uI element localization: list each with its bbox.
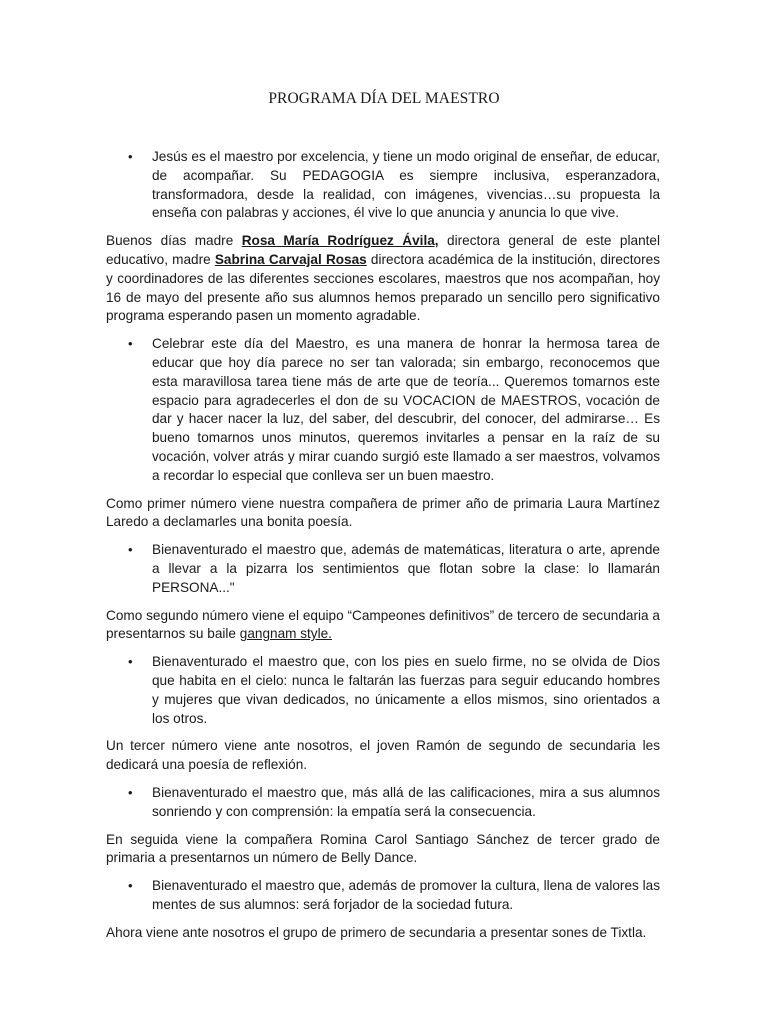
- bullet-text: Bienaventurado el maestro que, además de promover la cultura, llena de valores las mentes de sus alumnos: será forjador de la sociedad futura.: [152, 878, 660, 912]
- bullet-item: [106, 541, 660, 597]
- gangnam-style-link[interactable]: gangnam style.: [239, 626, 332, 642]
- bullet-icon: •: [128, 784, 133, 800]
- bullet-text: Celebrar este día del Maestro, es una manera de honrar la hermosa tarea de educar que hoy día parece no ser tan valorada; sin embargo, reconocemos que esta maravillosa tarea tiene más de arte que de teoría... Queremos tomarnos este espacio para agradecerles el don de su VOCACION de MAESTROS, vocación de dar y hacer nacer la luz, del saber, del descubrir, del conocer, del admirarse… Es bueno tomarnos unos minutos, queremos invitarles a pensar en la raíz de su vocación, volver atrás y mirar cuando surgió este llamado a ser maestros, volvamos a recordar lo especial que conlleva ser un buen maestro.: [152, 336, 660, 483]
- bullet-item: [106, 148, 660, 223]
- bullet-item: [106, 335, 660, 485]
- bullet-text: Jesús es el maestro por excelencia, y tiene un modo original de enseñar, de educar, de acompañar. Su PEDAGOGIA es siempre inclusiva, esperanzadora, transformadora, desde la realidad, con imágenes, vivencias…su propuesta la enseña con palabras y acciones, él vive lo que anuncia y anuncia lo que vive.: [152, 149, 660, 221]
- academic-director-name: Sabrina Carvajal Rosas: [214, 251, 367, 267]
- paragraph-first-number: Como primer número viene nuestra compañera de primer año de primaria Laura Martínez Laredo a declamarles una bonita poesía.: [106, 495, 660, 530]
- bullet-icon: •: [128, 542, 133, 558]
- bullet-text: Bienaventurado el maestro que, más allá de las calificaciones, mira a sus alumnos sonriendo y con comprensión: la empatía será la consecuencia.: [152, 784, 660, 819]
- bullet-item: [106, 877, 660, 915]
- bullet-item: [106, 784, 660, 822]
- greeting-text-middle: directora general de este plantel educativo, madre: [106, 233, 660, 267]
- bullet-text: Bienaventurado el maestro que, además de matemáticas, literatura o arte, aprende a llevar a la pizarra los sentimientos que flotan sobre la clase: lo llamarán PERSONA...": [152, 542, 660, 595]
- paragraph-greeting: [106, 232, 660, 326]
- document-body: [106, 148, 660, 951]
- greeting-text-end: directora académica de la institución, directores y coordinadores de las diferentes secciones escolares, maestros que nos acompañan, hoy 16 de mayo del presente año sus alumnos hemos preparado un sencillo pero significativo programa esperando pasen un momento agradable.: [106, 251, 660, 324]
- bullet-item: [106, 653, 660, 728]
- paragraph-second-number: [106, 607, 660, 645]
- bullet-text: Bienaventurado el maestro que, con los pies en suelo firme, no se olvida de Dios que habita en el cielo: nunca le faltarán las fuerzas para seguir educando hombres y mujeres que vivan dedicados, no únicamente a ellos mismos, sino orientados a los otros.: [152, 654, 660, 726]
- director-general-name: Rosa María Rodríguez Ávila,: [241, 233, 439, 249]
- bullet-icon: •: [128, 336, 133, 352]
- paragraph-third-number: Un tercer número viene ante nosotros, el joven Ramón de segundo de secundaria les dedicará una poesía de reflexión.: [106, 738, 660, 773]
- greeting-text-start: Buenos días madre: [106, 233, 242, 249]
- paragraph-fifth-number: Ahora viene ante nosotros el grupo de primero de secundaria a presentar sones de Tixtla.: [106, 924, 647, 940]
- bullet-icon: •: [128, 654, 133, 670]
- document-title: PROGRAMA DÍA DEL MAESTRO: [268, 90, 500, 107]
- bullet-icon: •: [128, 149, 133, 164]
- second-number-text: Como segundo número viene el equipo “Campeones definitivos” de tercero de secundaria a presentarnos su baile: [106, 607, 660, 642]
- paragraph-fourth-number: En seguida viene la compañera Romina Carol Santiago Sánchez de tercer grado de primaria a presentarnos un número de Belly Dance.: [106, 831, 660, 866]
- bullet-icon: •: [128, 878, 133, 894]
